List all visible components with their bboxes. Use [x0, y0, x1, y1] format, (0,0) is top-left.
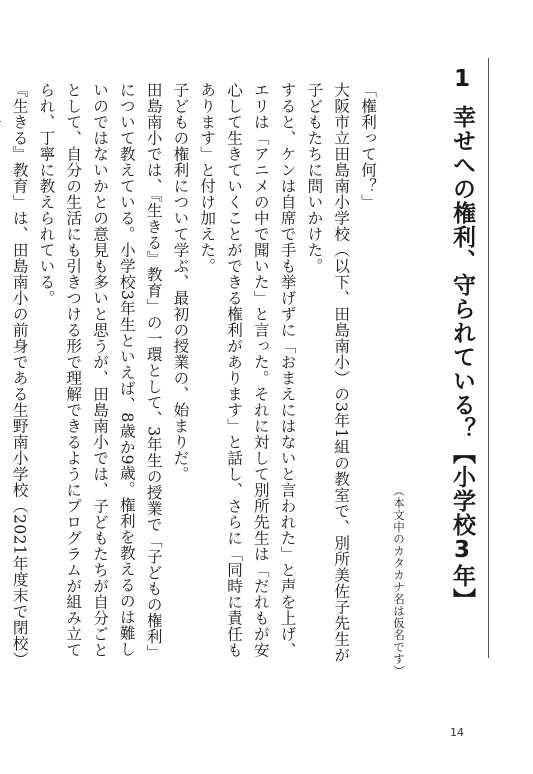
page-number: 14	[450, 726, 464, 739]
paragraph: 『生きる』教育」は、田島南小の前身である生野南小学校（2021年度末で閉校）	[10, 82, 29, 660]
paragraph: すると、ケンは自席で手も挙げずに「おまえにはないと言われた」と声を上げ、エリは「アニメの中で聞いた」と言った。それに対して別所先生は「だれもが安心して生きていくことができる権利があります」と話し、さらに「同時に責任もあります」と付け加えた。	[198, 82, 297, 658]
chapter-title-text: 幸せへの権利、守られている？	[449, 105, 475, 441]
paragraph: 田島南小では、『生きる』教育」の一環として、3年生の授業で「子どもの権利」について教えている。小学校3年生といえば、8歳か9歳。権利を教えるのは難しいのではないかとの意見も多いと思うが、田島南小では、子どもたちが自分ごととして、自分の生活にも引きつける形で理解できるようにプログラムが組み立てられ、丁寧に教えられている。	[37, 82, 163, 661]
paragraph: 大阪市立田島南小学校（以下、田島南小）の3年1組の教室で、別所美佐子先生が子どもたちに問いかけた。	[305, 82, 351, 663]
chapter-title-block	[440, 58, 489, 658]
paragraph: 子どもの権利について学ぶ、最初の授業の、始まりだ。	[171, 82, 190, 482]
chapter-title	[444, 66, 480, 626]
body-text	[0, 82, 381, 667]
katakana-note: （本文中のカタカナ名は仮名です）	[392, 485, 406, 677]
chapter-number: 1	[449, 66, 475, 93]
paragraph: 「権利って何？」	[359, 82, 377, 210]
chapter-grade-tag: 【小学校3年】	[449, 441, 475, 612]
